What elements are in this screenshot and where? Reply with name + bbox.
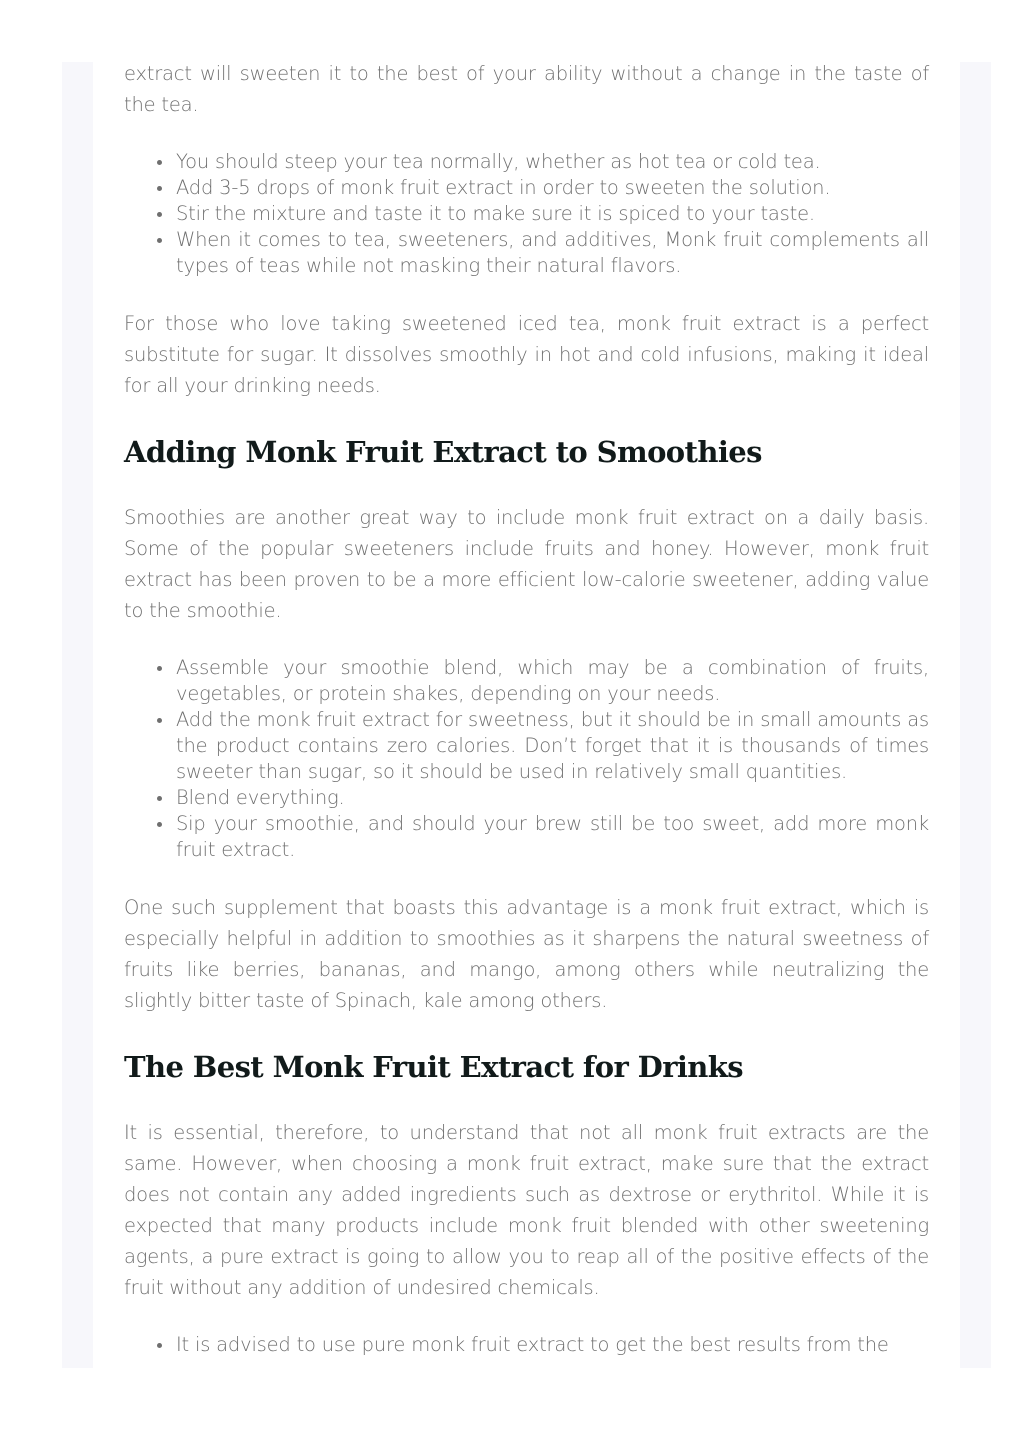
paragraph: It is essential, therefore, to understand that not all monk fruit extracts are the same. However, when choosing a monk fruit extract, make sure that the extract does not contain any added ingredients such as dextrose or erythritol. While it is expected that many products include monk fruit blended with other sweetening agents, a pure extract is going to allow you to reap all of the positive effects of the fruit without any addition of undesired chemicals. xyxy=(124,1121,929,1299)
paragraph: Smoothies are another great way to include monk fruit extract on a daily basis. Some of the popular sweeteners include fruits and honey. However, monk fruit extract has been proven to be a more efficient low-calorie sweetener, adding value to the smoothie. xyxy=(124,506,929,622)
paragraph: extract will sweeten it to the best of your ability without a change in the taste of the tea. xyxy=(124,62,929,116)
list-item: Blend everything. xyxy=(124,785,929,811)
section-heading: The Best Monk Fruit Extract for Drinks xyxy=(124,1050,744,1084)
article-body xyxy=(124,58,929,1358)
list-item: You should steep your tea normally, whether as hot tea or cold tea. xyxy=(124,149,929,175)
paragraph: One such supplement that boasts this advantage is a monk fruit extract, which is especially helpful in addition to smoothies as it sharpens the natural sweetness of fruits like berries, bananas, and mango, among others while neutralizing the slightly bitter taste of Spinach, kale among others. xyxy=(124,896,929,1012)
right-margin-strip xyxy=(960,62,991,1368)
paragraph: For those who love taking sweetened iced tea, monk fruit extract is a perfect substitute for sugar. It dissolves smoothly in hot and cold infusions, making it ideal for all your drinking needs. xyxy=(124,312,929,397)
tea-steps-list xyxy=(124,149,929,279)
list-item: Add the monk fruit extract for sweetness, but it should be in small amounts as the product contains zero calories. Don’t forget that it is thousands of times sweeter than sugar, so it should be used in relatively small quantities. xyxy=(124,707,929,785)
list-item: It is advised to use pure monk fruit extract to get the best results from the xyxy=(124,1332,929,1358)
best-extract-list xyxy=(124,1332,929,1358)
list-item: Assemble your smoothie blend, which may be a combination of fruits, vegetables, or protein shakes, depending on your needs. xyxy=(124,655,929,707)
section-heading: Adding Monk Fruit Extract to Smoothies xyxy=(124,435,762,469)
list-item: Add 3-5 drops of monk fruit extract in order to sweeten the solution. xyxy=(124,175,929,201)
list-item: When it comes to tea, sweeteners, and additives, Monk fruit complements all types of teas while not masking their natural flavors. xyxy=(124,227,929,279)
list-item: Sip your smoothie, and should your brew still be too sweet, add more monk fruit extract. xyxy=(124,811,929,863)
smoothie-steps-list xyxy=(124,655,929,863)
list-item: Stir the mixture and taste it to make sure it is spiced to your taste. xyxy=(124,201,929,227)
left-margin-strip xyxy=(62,62,93,1368)
